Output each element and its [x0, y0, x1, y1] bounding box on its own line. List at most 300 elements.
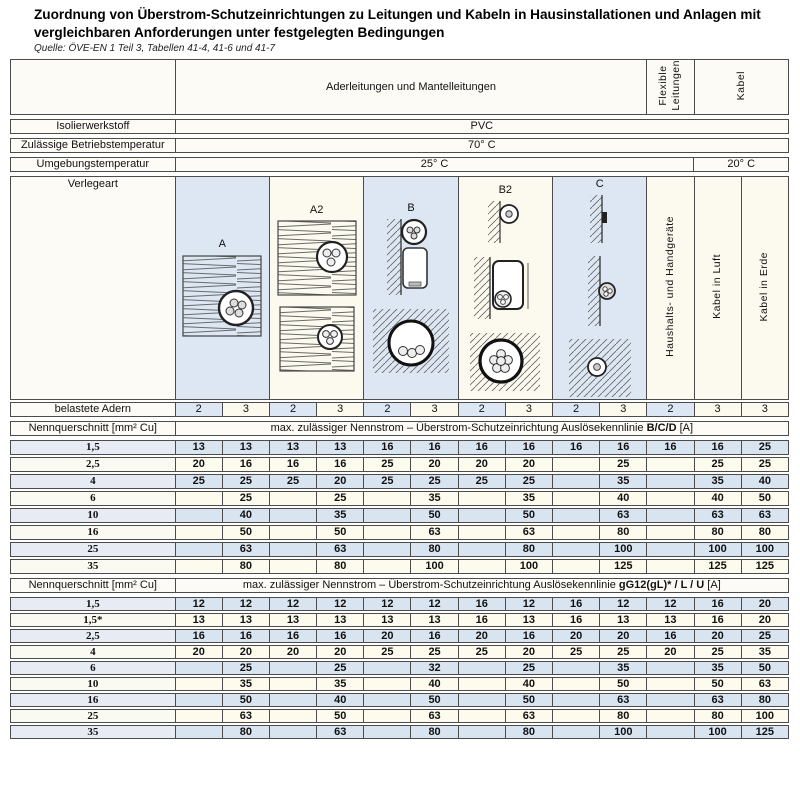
- verlegeart-A-diagram-icon: [179, 253, 265, 339]
- nennquerschnitt-cell: 16: [10, 693, 176, 707]
- verlegeart-cell-A: [176, 176, 270, 400]
- nennstrom-value-cell: 100: [742, 709, 789, 723]
- nennstrom-value-cell: 63: [695, 508, 742, 523]
- nennstrom-value-cell: [270, 508, 317, 523]
- nennquerschnitt-cell: 25: [10, 542, 176, 557]
- nennstrom-value-cell: 63: [600, 693, 647, 707]
- nennstrom-value-cell: [176, 661, 223, 675]
- nennquerschnitt-cell: 10: [10, 508, 176, 523]
- nennstrom-value-cell: 100: [695, 725, 742, 739]
- nennstrom-value-cell: 16: [553, 613, 600, 627]
- nennstrom-value-cell: 13: [317, 613, 364, 627]
- nennstrom-value-cell: 20: [223, 645, 270, 659]
- nennstrom-value-cell: [270, 677, 317, 691]
- verlegeart-B2-diagram-1-icon: [482, 199, 528, 245]
- nennstrom-value-cell: 20: [459, 457, 506, 472]
- nennstrom-value-cell: 20: [647, 645, 694, 659]
- nennstrom-value-cell: 12: [600, 597, 647, 611]
- verlegeart-letter-A2: A2: [309, 203, 324, 216]
- nennstrom-value-cell: 25: [176, 474, 223, 489]
- nennstrom-value-cell: 13: [176, 613, 223, 627]
- nennstrom-value-cell: 63: [411, 709, 458, 723]
- section2-header: max. zulässiger Nennstrom – Überstrom-Schutzeinrichtung Auslösekennlinie gG12(gL)* / L / U [A]: [176, 578, 789, 593]
- nennstrom-value-cell: 13: [647, 613, 694, 627]
- nennstrom-value-cell: 35: [695, 661, 742, 675]
- belastete-adern-cell: 2: [176, 402, 223, 417]
- verlegeart-cell-B: [364, 176, 458, 400]
- nennstrom-value-cell: [176, 525, 223, 540]
- nennstrom-value-cell: 12: [176, 597, 223, 611]
- nennstrom-value-cell: 25: [364, 457, 411, 472]
- nennstrom-value-cell: [270, 661, 317, 675]
- nennstrom-value-cell: 63: [506, 525, 553, 540]
- nennstrom-value-cell: 25: [317, 491, 364, 506]
- page-title: Zuordnung von Überstrom-Schutzeinrichtungen zu Leitungen und Kabeln in Hausinstallationen und Anlagen mit vergleichbaren Anforderungen unter festgelegten Bedingungen: [34, 7, 761, 40]
- section1-header: max. zulässiger Nennstrom – Überstrom-Schutzeinrichtung Auslösekennlinie B/C/D [A]: [176, 421, 789, 436]
- nennstrom-value-cell: [459, 661, 506, 675]
- nennstrom-value-cell: [459, 525, 506, 540]
- nennstrom-value-cell: [364, 725, 411, 739]
- nennstrom-value-cell: 125: [600, 559, 647, 574]
- nennquerschnitt-cell: 6: [10, 661, 176, 675]
- nennstrom-value-cell: [647, 525, 694, 540]
- betriebstemperatur-label: Zulässige Betriebstemperatur: [10, 138, 176, 153]
- table-row: [10, 525, 789, 540]
- nennstrom-value-cell: 13: [176, 440, 223, 455]
- belastete-adern-cell: 3: [506, 402, 553, 417]
- nennstrom-value-cell: [553, 693, 600, 707]
- nennstrom-value-cell: [176, 677, 223, 691]
- table-row: [10, 559, 789, 574]
- isolierwerkstoff-label: Isolierwerkstoff: [10, 119, 176, 134]
- nennstrom-value-cell: 13: [411, 613, 458, 627]
- belastete-adern-cell: 2: [459, 402, 506, 417]
- nennstrom-value-cell: 16: [317, 629, 364, 643]
- belastete-adern-cell: 3: [695, 402, 742, 417]
- table-row: [10, 440, 789, 455]
- nennstrom-value-cell: [553, 508, 600, 523]
- nennstrom-value-cell: 16: [695, 440, 742, 455]
- nennstrom-value-cell: 80: [223, 559, 270, 574]
- verlegeart-cell-A2: [270, 176, 364, 400]
- nennstrom-value-cell: 20: [553, 629, 600, 643]
- nennstrom-value-cell: 80: [506, 542, 553, 557]
- section1-header-table: [10, 419, 789, 438]
- nennquerschnitt-cell: 1,5: [10, 440, 176, 455]
- nennstrom-value-cell: 16: [506, 629, 553, 643]
- nennstrom-value-cell: 16: [647, 440, 694, 455]
- haushalts-handgeraete-label: Haushalts- und Handgeräte: [647, 176, 694, 400]
- nennquerschnitt-cell: 2,5: [10, 457, 176, 472]
- nennstrom-value-cell: [647, 457, 694, 472]
- table-row: [10, 645, 789, 659]
- nennstrom-value-cell: 25: [695, 457, 742, 472]
- nennquerschnitt-cell: 25: [10, 709, 176, 723]
- nennstrom-value-cell: 20: [176, 457, 223, 472]
- nennstrom-value-cell: 63: [742, 508, 789, 523]
- nennstrom-value-cell: 40: [742, 474, 789, 489]
- nennstrom-value-cell: [270, 559, 317, 574]
- nennstrom-value-cell: 40: [223, 508, 270, 523]
- verlegeart-cell-B2: [459, 176, 553, 400]
- nennstrom-value-cell: 40: [506, 677, 553, 691]
- nennstrom-value-cell: 16: [695, 613, 742, 627]
- nennstrom-value-cell: [647, 474, 694, 489]
- nennstrom-value-cell: [647, 491, 694, 506]
- nennstrom-value-cell: [364, 559, 411, 574]
- nennstrom-value-cell: [364, 491, 411, 506]
- nennstrom-value-cell: [364, 525, 411, 540]
- nennstrom-value-cell: 50: [506, 693, 553, 707]
- nennstrom-value-cell: [364, 542, 411, 557]
- verlegeart-B2-diagram-2-icon: [472, 255, 538, 321]
- nennstrom-value-cell: 100: [695, 542, 742, 557]
- nennstrom-value-cell: 16: [411, 629, 458, 643]
- nennstrom-value-cell: 40: [695, 491, 742, 506]
- verlegeart-letter-B: B: [407, 201, 415, 214]
- nennstrom-value-cell: 80: [695, 709, 742, 723]
- belastete-adern-cell: 2: [647, 402, 694, 417]
- belastete-adern-cell: 2: [553, 402, 600, 417]
- nennstrom-value-cell: 100: [506, 559, 553, 574]
- nennstrom-value-cell: [176, 725, 223, 739]
- nennstrom-value-cell: 63: [411, 525, 458, 540]
- nennstrom-value-cell: 16: [553, 440, 600, 455]
- verlegeart-letter-B2: B2: [498, 183, 513, 196]
- nennstrom-value-cell: 80: [223, 725, 270, 739]
- table-row: [10, 709, 789, 723]
- nennstrom-value-cell: [647, 693, 694, 707]
- nennquerschnitt-cell: 4: [10, 645, 176, 659]
- nennstrom-value-cell: 16: [553, 597, 600, 611]
- nennstrom-value-cell: 20: [742, 613, 789, 627]
- nennstrom-value-cell: [364, 677, 411, 691]
- nennstrom-value-cell: 13: [270, 613, 317, 627]
- table-row: [10, 629, 789, 643]
- nennstrom-value-cell: 25: [223, 661, 270, 675]
- nennstrom-value-cell: 63: [317, 542, 364, 557]
- nennstrom-value-cell: 100: [411, 559, 458, 574]
- belastete-adern-cell: 3: [742, 402, 789, 417]
- aderleitungen-header: Aderleitungen und Mantelleitungen: [176, 59, 648, 115]
- nennstrom-value-cell: 12: [506, 597, 553, 611]
- belastete-adern-cell: 3: [411, 402, 458, 417]
- umgebungstemperatur-label: Umgebungstemperatur: [10, 157, 176, 172]
- nennquerschnitt-cell: 35: [10, 559, 176, 574]
- nennstrom-value-cell: 12: [647, 597, 694, 611]
- nennstrom-value-cell: [647, 677, 694, 691]
- nennquerschnitt-cell: 1,5: [10, 597, 176, 611]
- nennstrom-value-cell: 35: [600, 661, 647, 675]
- nennstrom-value-cell: 25: [695, 645, 742, 659]
- nennstrom-value-cell: 20: [506, 457, 553, 472]
- nennstrom-value-cell: 12: [364, 597, 411, 611]
- nennstrom-value-cell: [459, 677, 506, 691]
- belastete-adern-label: belastete Adern: [10, 402, 176, 417]
- nennstrom-value-cell: 50: [695, 677, 742, 691]
- nennstrom-value-cell: 125: [742, 725, 789, 739]
- verlegeart-cell-C: [553, 176, 647, 400]
- nennstrom-value-cell: [176, 508, 223, 523]
- nennstrom-value-cell: 16: [270, 629, 317, 643]
- nennstrom-value-cell: 40: [600, 491, 647, 506]
- nennstrom-value-cell: [553, 474, 600, 489]
- nennstrom-value-cell: [270, 709, 317, 723]
- source-note: Quelle: ÖVE-EN 1 Teil 3, Tabellen 41-4, 41-6 und 41-7: [34, 43, 276, 55]
- header-block-table: [10, 57, 789, 117]
- belastete-adern-cell: 3: [600, 402, 647, 417]
- nennstrom-value-cell: 80: [695, 525, 742, 540]
- nennstrom-value-cell: 35: [742, 645, 789, 659]
- kabel-in-erde-label: Kabel in Erde: [742, 176, 789, 400]
- nennquerschnitt-cell: 4: [10, 474, 176, 489]
- nennstrom-value-cell: 100: [600, 542, 647, 557]
- verlegeart-B2-diagram-3-icon: [468, 331, 542, 393]
- table-row: [10, 677, 789, 691]
- table-row: [10, 474, 789, 489]
- nennstrom-value-cell: 25: [742, 629, 789, 643]
- nennstrom-value-cell: [459, 559, 506, 574]
- kabel-in-luft-label: Kabel in Luft: [695, 176, 742, 400]
- nennstrom-value-cell: [270, 542, 317, 557]
- betriebstemperatur-row: [10, 136, 789, 155]
- nennstrom-value-cell: 50: [742, 491, 789, 506]
- nennstrom-value-cell: [364, 508, 411, 523]
- flexible-leitungen-header: Flexible Leitungen: [647, 59, 694, 115]
- nennstrom-value-cell: 25: [223, 474, 270, 489]
- nennstrom-value-cell: 63: [742, 677, 789, 691]
- nennstrom-value-cell: 20: [176, 645, 223, 659]
- umgebungstemperatur-row: [10, 155, 789, 174]
- nennstrom-value-cell: 16: [223, 457, 270, 472]
- nennstrom-value-cell: [459, 491, 506, 506]
- nennstrom-value-cell: [647, 508, 694, 523]
- nennstrom-value-cell: 16: [459, 597, 506, 611]
- nennstrom-value-cell: 125: [695, 559, 742, 574]
- nennstrom-value-cell: [647, 542, 694, 557]
- nennstrom-value-cell: 25: [270, 474, 317, 489]
- verlegeart-B-diagram-2-icon: [371, 307, 451, 375]
- header-empty-cell: [10, 59, 176, 115]
- verlegeart-label: Verlegeart: [10, 176, 176, 400]
- nennstrom-value-cell: [553, 525, 600, 540]
- table-row: [10, 457, 789, 472]
- nennstrom-value-cell: [176, 491, 223, 506]
- nennstrom-value-cell: [553, 709, 600, 723]
- nennstrom-value-cell: [647, 559, 694, 574]
- verlegeart-letter-A: A: [218, 237, 226, 250]
- bcd-current-table: [10, 438, 789, 576]
- nennstrom-value-cell: 63: [506, 709, 553, 723]
- nennstrom-value-cell: 16: [270, 457, 317, 472]
- nennstrom-value-cell: [176, 693, 223, 707]
- nennstrom-value-cell: 40: [411, 677, 458, 691]
- nennstrom-value-cell: [270, 693, 317, 707]
- table-row: [10, 597, 789, 611]
- nennstrom-value-cell: 12: [223, 597, 270, 611]
- belastete-adern-cell: 3: [223, 402, 270, 417]
- isolierwerkstoff-value: PVC: [176, 119, 789, 134]
- belastete-adern-cell: 2: [270, 402, 317, 417]
- nennstrom-value-cell: 63: [223, 542, 270, 557]
- nennstrom-value-cell: 20: [695, 629, 742, 643]
- verlegeart-C-diagram-3-icon: [567, 337, 633, 399]
- nennstrom-value-cell: 13: [317, 440, 364, 455]
- nennstrom-value-cell: 12: [270, 597, 317, 611]
- nennquerschnitt-cell: 1,5*: [10, 613, 176, 627]
- nennstrom-value-cell: 50: [506, 508, 553, 523]
- nennstrom-value-cell: 25: [364, 645, 411, 659]
- nennstrom-value-cell: 25: [411, 645, 458, 659]
- nennstrom-value-cell: 35: [411, 491, 458, 506]
- nennstrom-value-cell: 125: [742, 559, 789, 574]
- nennstrom-value-cell: 80: [411, 542, 458, 557]
- nennstrom-value-cell: [270, 491, 317, 506]
- nennstrom-value-cell: 80: [600, 525, 647, 540]
- nennstrom-value-cell: [270, 725, 317, 739]
- nennstrom-value-cell: 50: [317, 709, 364, 723]
- kennlinie-bcd: B/C/D: [646, 422, 677, 435]
- umgebungstemperatur-value-25: 25° C: [176, 157, 695, 172]
- nennstrom-value-cell: 16: [176, 629, 223, 643]
- nennstrom-value-cell: 16: [459, 440, 506, 455]
- nennstrom-value-cell: 32: [411, 661, 458, 675]
- table-row: [10, 725, 789, 739]
- nennstrom-value-cell: 35: [223, 677, 270, 691]
- table-row: [10, 542, 789, 557]
- belastete-adern-cell: 2: [364, 402, 411, 417]
- nennstrom-value-cell: [176, 709, 223, 723]
- nennstrom-value-cell: [459, 725, 506, 739]
- nennstrom-value-cell: 50: [411, 693, 458, 707]
- nennstrom-value-cell: 13: [364, 613, 411, 627]
- nennstrom-value-cell: 16: [411, 440, 458, 455]
- nennstrom-value-cell: [459, 542, 506, 557]
- nennstrom-value-cell: 35: [695, 474, 742, 489]
- nennstrom-value-cell: 50: [411, 508, 458, 523]
- nennstrom-value-cell: 16: [600, 440, 647, 455]
- isolierwerkstoff-row: [10, 117, 789, 136]
- nennstrom-value-cell: 25: [459, 474, 506, 489]
- nennstrom-value-cell: 20: [317, 645, 364, 659]
- nennquerschnitt-cell: 16: [10, 525, 176, 540]
- nennstrom-value-cell: 50: [223, 693, 270, 707]
- belastete-adern-row: [10, 402, 789, 417]
- table-row: [10, 491, 789, 506]
- nennstrom-value-cell: [364, 661, 411, 675]
- nennstrom-value-cell: [553, 661, 600, 675]
- verlegeart-B-diagram-1-icon: [383, 217, 439, 297]
- table-row: [10, 693, 789, 707]
- nennquerschnitt-cell: 6: [10, 491, 176, 506]
- nennquerschnitt-cell: 10: [10, 677, 176, 691]
- nennstrom-value-cell: 80: [506, 725, 553, 739]
- nennstrom-value-cell: 13: [223, 440, 270, 455]
- nennstrom-value-cell: 100: [600, 725, 647, 739]
- nennstrom-value-cell: 80: [317, 559, 364, 574]
- nennstrom-value-cell: 80: [742, 693, 789, 707]
- verlegeart-A2-diagram-1-icon: [274, 219, 360, 297]
- nennquerschnitt-label-1: Nennquerschnitt [mm² Cu]: [10, 421, 176, 436]
- nennstrom-value-cell: [647, 661, 694, 675]
- nennstrom-value-cell: 50: [223, 525, 270, 540]
- verlegeart-table: [10, 174, 789, 419]
- table-row: [10, 508, 789, 523]
- nennstrom-value-cell: 25: [506, 474, 553, 489]
- nennstrom-value-cell: 35: [600, 474, 647, 489]
- belastete-adern-cell: 3: [317, 402, 364, 417]
- nennstrom-value-cell: 35: [317, 677, 364, 691]
- nennstrom-value-cell: 100: [742, 542, 789, 557]
- nennstrom-value-cell: 50: [600, 677, 647, 691]
- nennstrom-value-cell: 80: [600, 709, 647, 723]
- nennstrom-value-cell: 16: [459, 613, 506, 627]
- betriebstemperatur-value: 70° C: [176, 138, 789, 153]
- nennstrom-value-cell: [459, 709, 506, 723]
- nennstrom-value-cell: 16: [506, 440, 553, 455]
- gl-current-table: [10, 595, 789, 741]
- nennstrom-value-cell: [553, 491, 600, 506]
- nennstrom-value-cell: [270, 525, 317, 540]
- nennstrom-value-cell: 20: [411, 457, 458, 472]
- nennstrom-value-cell: 25: [600, 457, 647, 472]
- nennstrom-value-cell: 20: [459, 629, 506, 643]
- nennstrom-value-cell: 80: [411, 725, 458, 739]
- verlegeart-A2-diagram-2-icon: [274, 305, 360, 373]
- nennquerschnitt-cell: 35: [10, 725, 176, 739]
- nennstrom-value-cell: 20: [742, 597, 789, 611]
- nennstrom-value-cell: 25: [600, 645, 647, 659]
- nennstrom-value-cell: [176, 559, 223, 574]
- nennstrom-value-cell: [364, 709, 411, 723]
- nennstrom-value-cell: 25: [459, 645, 506, 659]
- nennstrom-value-cell: [459, 508, 506, 523]
- nennstrom-value-cell: [459, 693, 506, 707]
- verlegeart-C-diagram-1-icon: [578, 193, 622, 245]
- nennstrom-value-cell: 25: [223, 491, 270, 506]
- nennstrom-value-cell: 13: [600, 613, 647, 627]
- umgebungstemperatur-value-20: 20° C: [694, 157, 789, 172]
- nennstrom-value-cell: 20: [600, 629, 647, 643]
- nennstrom-value-cell: 25: [742, 457, 789, 472]
- nennstrom-value-cell: [176, 542, 223, 557]
- nennstrom-value-cell: [553, 559, 600, 574]
- nennstrom-value-cell: 35: [317, 508, 364, 523]
- nennstrom-value-cell: 25: [317, 661, 364, 675]
- nennstrom-value-cell: [364, 693, 411, 707]
- nennstrom-value-cell: 16: [364, 440, 411, 455]
- nennstrom-value-cell: 16: [647, 629, 694, 643]
- nennstrom-value-cell: [553, 725, 600, 739]
- nennquerschnitt-cell: 2,5: [10, 629, 176, 643]
- verlegeart-C-diagram-2-icon: [576, 254, 624, 328]
- kabel-header: Kabel: [695, 59, 789, 115]
- nennstrom-value-cell: 13: [506, 613, 553, 627]
- nennstrom-value-cell: 25: [364, 474, 411, 489]
- nennstrom-value-cell: 63: [223, 709, 270, 723]
- table-row: [10, 661, 789, 675]
- nennstrom-value-cell: 63: [317, 725, 364, 739]
- nennstrom-value-cell: [647, 725, 694, 739]
- nennstrom-value-cell: 25: [411, 474, 458, 489]
- nennstrom-value-cell: 16: [695, 597, 742, 611]
- nennstrom-value-cell: [647, 709, 694, 723]
- nennstrom-value-cell: 25: [553, 645, 600, 659]
- nennstrom-value-cell: 63: [600, 508, 647, 523]
- nennstrom-value-cell: 50: [742, 661, 789, 675]
- nennstrom-value-cell: 12: [317, 597, 364, 611]
- nennstrom-value-cell: 13: [270, 440, 317, 455]
